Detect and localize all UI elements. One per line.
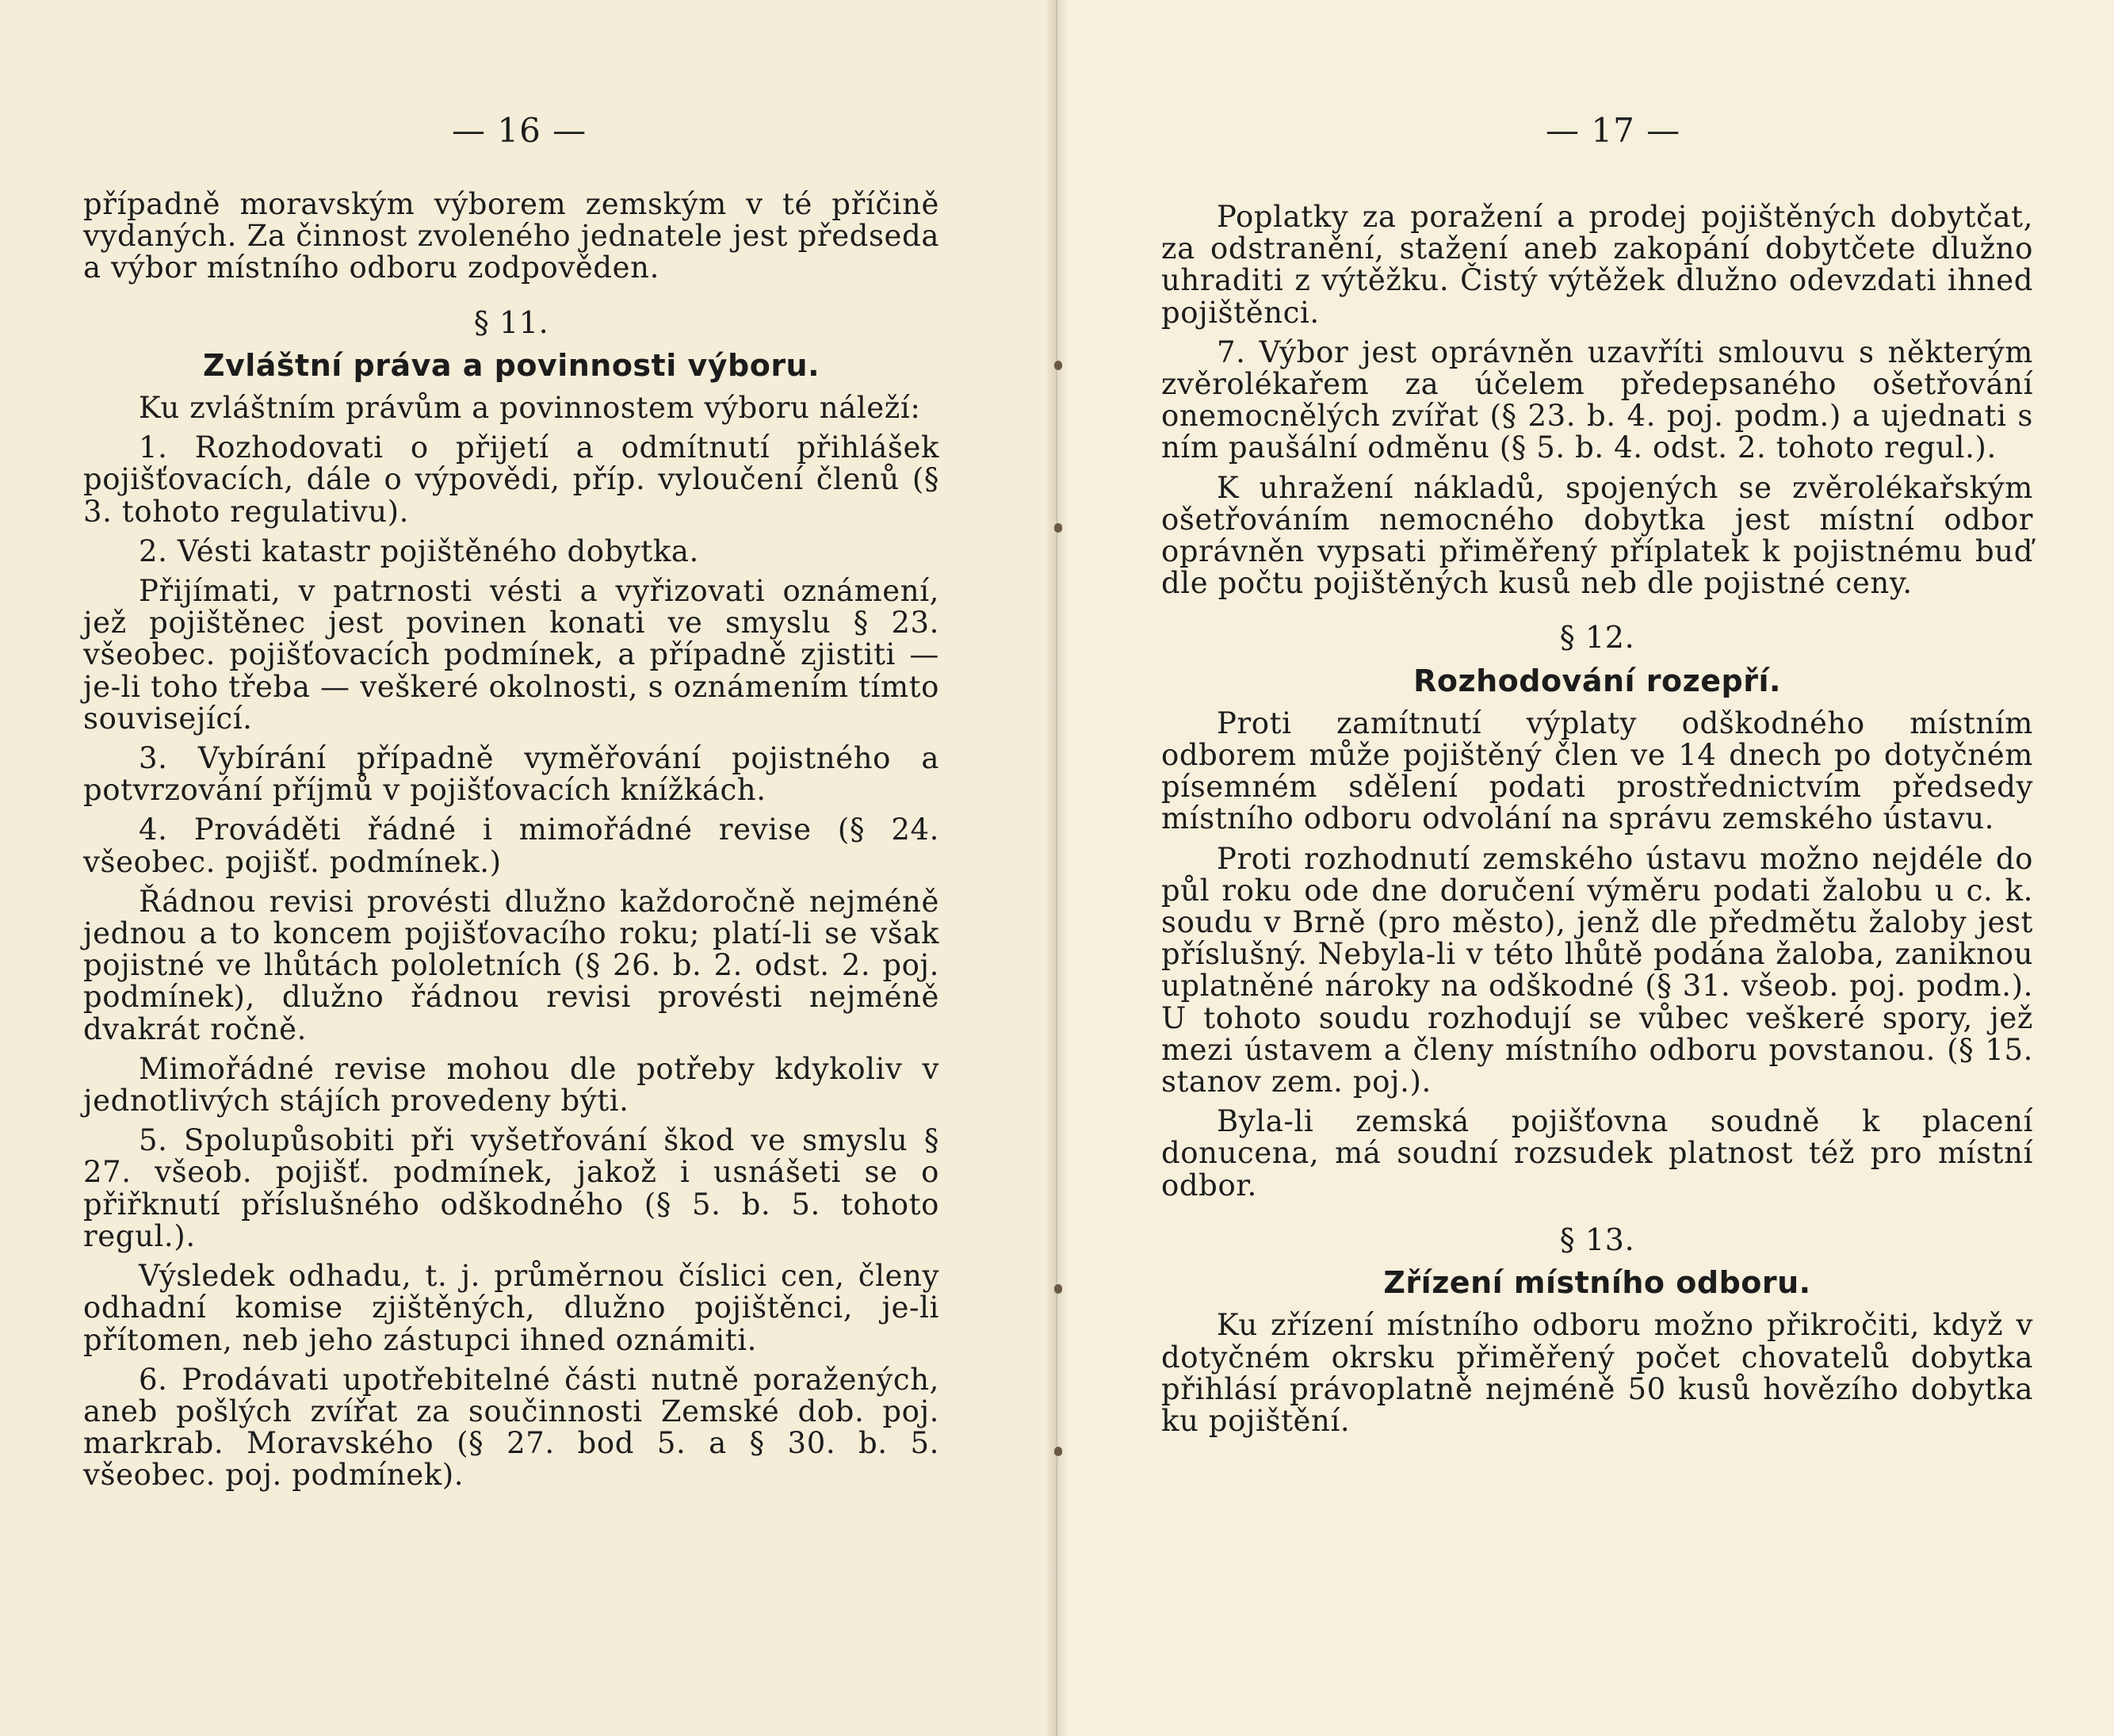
section-number: § 12. [1559,620,1635,656]
section-heading: Rozhodování rozepří. [1413,663,1781,698]
page-number-left: — 16 — [452,111,587,150]
staple-mark [1054,523,1062,533]
paragraph: Proti rozhodnutí zemského ústavu možno nejdéle do půl roku ode dne doručení výměru podati žalobu u c. k. soudu v Brně (pro město), jenž dle předmětu žaloby jest příslušný. Nebyla-li v této lhůtě podána žaloba, zaniknou uplatněné nároky na odškodné (§ 31. všeob. poj. podm.). U tohoto soudu rozhodují se vůbec veškeré spory, jež mezi ústavem a členy místního odboru povstanou. (§ 15. stanov zem. poj.). [1161,841,2033,1099]
paragraph: Přijímati, v patrnosti vésti a vyřizovati oznámení, jež pojištěnec jest povinen konati ve smyslu § 23. všeobec. pojišťovacích podmínek, a případně zjistiti — je-li toho třeba — veškeré okolnosti, s oznámením tímto související. [83,574,939,736]
paragraph: Řádnou revisi provésti dlužno každoročně nejméně jednou a to koncem pojišťovacího roku; platí-li se však pojistné ve lhůtách pololetních (§ 26. b. 2. odst. 2. poj. podmínek), dlužno řádnou revisi provésti nejméně dvakrát ročně. [83,884,939,1046]
section-number: § 13. [1559,1222,1635,1257]
section-heading: Zřízení místního odboru. [1383,1265,1811,1301]
paragraph: 5. Spolupůsobiti při vyšetřování škod ve smyslu § 27. všeob. pojišť. podmínek, jakož i usnášeti se o přiřknutí příslušného odškodného (§ 5. b. 5. tohoto regul.). [83,1123,939,1253]
left-page-text [83,189,939,1500]
paragraph: Výsledek odhadu, t. j. průměrnou číslici cen, členy odhadní komise zjištěných, dlužno pojištěnci, je-li přítomen, neb jeho zástupci ihned oznámiti. [83,1259,939,1357]
section-heading: Zvláštní práva a povinnosti výboru. [202,347,820,383]
binding-gutter [1045,0,1068,1736]
page-number-right: — 17 — [1546,111,1681,150]
staple-mark [1054,1447,1062,1456]
paragraph: 4. Prováděti řádné i mimořádné revise (§ 24. všeobec. pojišť. podmínek.) [83,813,939,879]
paragraph: 1. Rozhodovati o přijetí a odmítnutí přihlášek pojišťovacích, dále o výpovědi, příp. vyloučení členů (§ 3. tohoto regulativu). [83,430,939,529]
staple-mark [1054,361,1062,370]
paragraph: Mimořádné revise mohou dle potřeby kdykoliv v jednotlivých stájích provedeny býti. [83,1051,939,1118]
paragraph: 2. Vésti katastr pojištěného dobytka. [139,533,699,568]
paragraph: K uhražení nákladů, spojených se zvěrolékařským ošetřováním nemocného dobytka jest místní odbor oprávněn vypsati přiměřený příplatek k pojistnému buď dle počtu pojištěných kusů neb dle pojistné ceny. [1161,470,2033,601]
right-page-text [1161,201,2033,1445]
section-number: § 11. [473,304,549,340]
staple-mark [1054,1284,1062,1294]
paragraph: Byla-li zemská pojišťovna soudně k placení donucena, má soudní rozsudek platnost též pro místní odbor. [1161,1104,2033,1203]
paragraph: Ku zřízení místního odboru možno přikročiti, když v dotyčném okrsku přiměřený počet chovatelů dobytka přihlásí právoplatně nejméně 50 kusů hovězího dobytka ku pojištění. [1161,1308,2033,1438]
paragraph: 7. Výbor jest oprávněn uzavříti smlouvu s některým zvěrolékařem za účelem předepsaného ošetřování onemocnělých zvířat (§ 23. b. 4. poj. podm.) a ujednati s ním paušální odměnu (§ 5. b. 4. odst. 2. tohoto regul.). [1161,335,2033,465]
paragraph: případně moravským výborem zemským v té příčině vydaných. Za činnost zvoleného jednatele jest předseda a výbor místního odboru zodpověden. [83,187,939,285]
paragraph: Ku zvláštním právům a povinnostem výboru náleží: [139,391,921,426]
right-page [1054,0,2114,1736]
left-page [0,0,1054,1736]
paragraph: Poplatky za poražení a prodej pojištěných dobytčat, za odstranění, stažení aneb zakopání dobytčete dlužno uhraditi z výtěžku. Čistý výtěžek dlužno odevzdati ihned pojištěnci. [1161,200,2033,330]
paragraph: 6. Prodávati upotřebitelné části nutně poražených, aneb pošlých zvířat za součinnosti Zemské dob. poj. markrab. Moravského (§ 27. bod 5. a § 30. b. 5. všeobec. poj. podmínek). [83,1362,939,1493]
paragraph: Proti zamítnutí výplaty odškodného místním odborem může pojištěný člen ve 14 dnech po dotyčném písemném sdělení podati prostřednictvím předsedy místního odboru odvolání na správu zemského ústavu. [1161,705,2033,836]
paragraph: 3. Vybírání případně vyměřování pojistného a potvrzování příjmů v pojišťovacích knížkách. [83,741,939,808]
